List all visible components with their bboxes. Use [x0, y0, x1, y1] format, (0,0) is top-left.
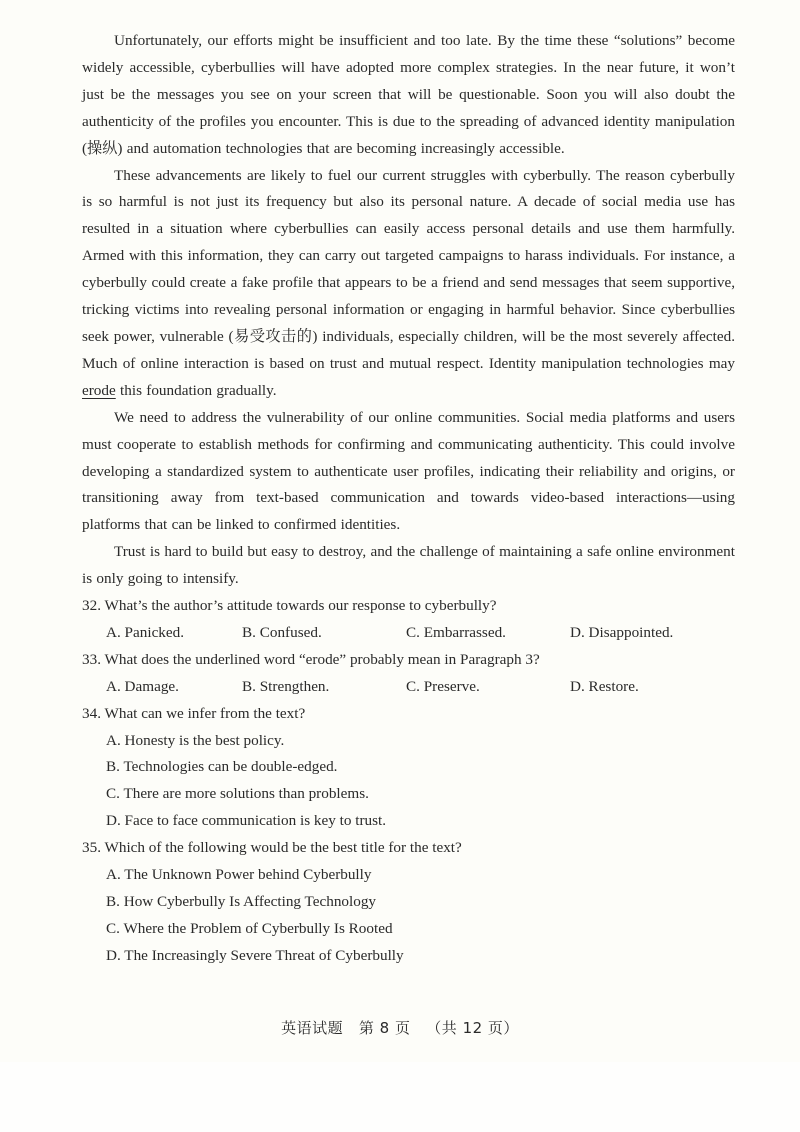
option-c: C. Embarrassed.	[406, 623, 506, 641]
passage-paragraph-2	[82, 163, 735, 405]
question-34	[82, 701, 735, 728]
option-d: D. Face to face communication is key to trust.	[106, 812, 387, 830]
option-a: A. Honesty is the best policy.	[106, 731, 285, 749]
option-b: B. Strengthen.	[242, 677, 330, 695]
option-c: C. Preserve.	[406, 677, 480, 695]
option-b: B. How Cyberbully Is Affecting Technology	[106, 893, 377, 910]
question-number: 34.	[82, 704, 101, 722]
question-stem: Which of the following would be the best title for the text?	[104, 839, 462, 857]
footer-subject: 英语试题	[281, 1019, 344, 1037]
option-a: A. Damage.	[106, 677, 179, 695]
question-33-options	[82, 674, 735, 701]
question-number: 32.	[82, 597, 101, 615]
underlined-word-erode: erode	[82, 381, 116, 399]
question-stem: What’s the author’s attitude towards our response to cyberbully?	[104, 597, 497, 615]
paragraph-2-body: These advancements are likely to fuel our current struggles with cyberbully. The reason cyberbully is so harmful is not just its frequency but also its personal nature. A decade of social media use has resulted in a situation where cyberbullies can easily access personal details and use them harmfully. Armed with this information, they can carry out targeted campaigns to harass individuals. For instance, a cyberbully could create a fake profile that appears to be a friend and send messages that seem supportive, tricking victims into revealing personal information or engaging in harmful behavior. Since cyberbullies seek power, vulnerable (易受攻击的) individuals, especially children, will be the most severely affected. Much of online interaction is based on trust and mutual respect. Identity manipulation technologies may	[82, 166, 735, 372]
option-c: C. There are more solutions than problems.	[106, 785, 369, 803]
question-number: 33.	[82, 650, 101, 668]
footer-page-number: 第 8 页	[358, 1019, 411, 1037]
option-d: D. Disappointed.	[570, 623, 674, 641]
option-b: B. Confused.	[242, 623, 322, 641]
page-content	[82, 28, 735, 970]
passage-paragraph-4: Trust is hard to build but easy to destroy, and the challenge of maintaining a safe online environment is only going to intensify.	[82, 543, 735, 588]
question-number: 35.	[82, 839, 101, 857]
question-stem: What does the underlined word “erode” probably mean in Paragraph 3?	[104, 650, 540, 668]
page-footer	[0, 1017, 800, 1038]
passage-paragraph-3: We need to address the vulnerability of our online communities. Social media platforms and users must cooperate to establish methods for confirming and communicating authenticity. This could involve developing a standardized system to authenticate user profiles, indicating their reliability and origins, or transitioning away from text-based communication and towards video-based interactions—using platforms that can be linked to confirmed identities.	[82, 408, 735, 534]
question-35	[82, 835, 735, 862]
paragraph-2-tail: this foundation gradually.	[115, 381, 277, 399]
option-d: D. The Increasingly Severe Threat of Cyberbully	[106, 946, 404, 964]
option-c: C. Where the Problem of Cyberbully Is Rooted	[106, 919, 393, 937]
option-d: D. Restore.	[570, 677, 639, 695]
option-b: B. Technologies can be double-edged.	[106, 758, 338, 776]
option-a: A. Panicked.	[106, 623, 185, 641]
question-32-options	[82, 620, 735, 647]
option-a: A. The Unknown Power behind Cyberbully	[106, 866, 372, 884]
question-stem: What can we infer from the text?	[104, 704, 306, 722]
footer-total-pages: （共 12 页）	[426, 1019, 519, 1037]
question-32	[82, 593, 735, 620]
passage-paragraph-1: Unfortunately, our efforts might be insufficient and too late. By the time these “solutions” become widely accessible, cyberbullies will have adopted more complex strategies. In the near future, it won’t just be the messages you see on your screen that will be questionable. Soon you will also doubt the authenticity of the profiles you encounter. This is due to the spreading of advanced identity manipulation (操纵) and automation technologies that are becoming increasingly accessible.	[82, 32, 735, 157]
question-33	[82, 647, 735, 674]
